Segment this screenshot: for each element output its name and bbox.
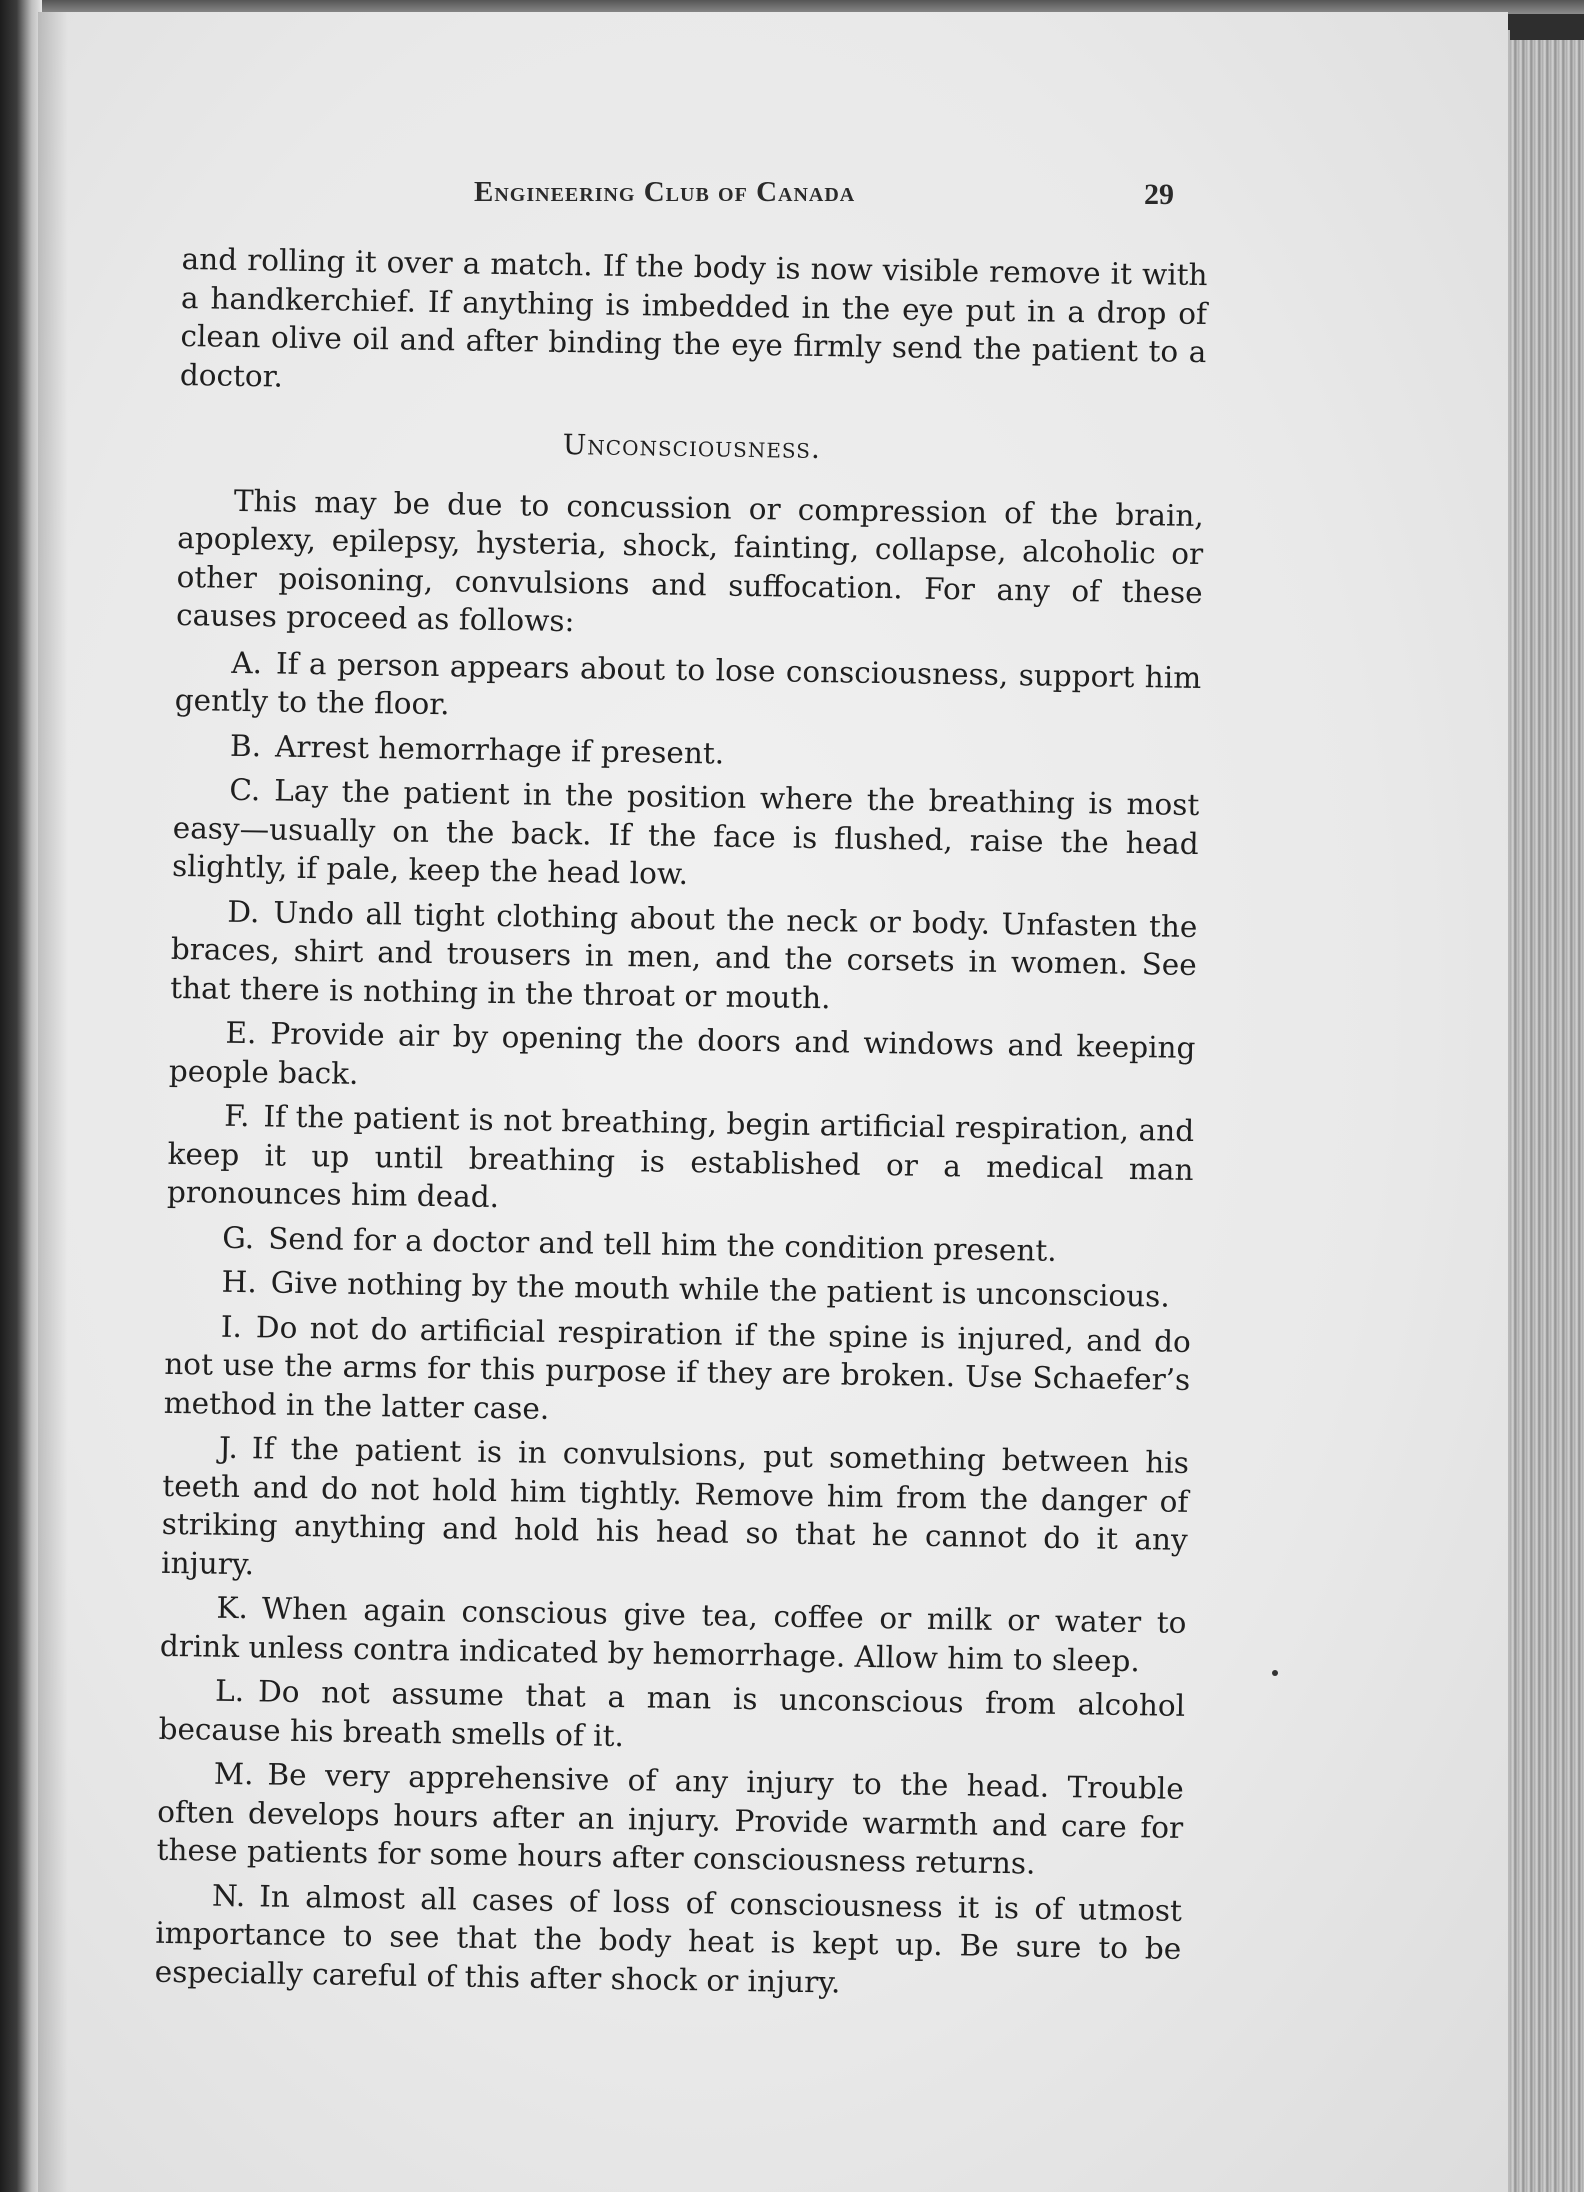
item-text: If a person appears about to lose consciousness, support him gently to the floor. bbox=[174, 646, 1202, 722]
item-text: Send for a doctor and tell him the condition present. bbox=[267, 1220, 1057, 1268]
item-letter: J. bbox=[218, 1430, 239, 1466]
item-letter: E. bbox=[225, 1015, 257, 1051]
gutter-shadow bbox=[38, 12, 68, 2192]
list-item bbox=[154, 1875, 1182, 2007]
item-text: Do not assume that a man is unconscious from alcohol because his breath smells of it. bbox=[158, 1674, 1186, 1753]
item-letter: M. bbox=[213, 1756, 254, 1792]
item-text: Lay the patient in the position where the breathing is most easy—usually on the back. If the face is flushed, raise the head slightly, if pale, keep the head low. bbox=[171, 773, 1200, 892]
item-text: If the patient is not breathing, begin artificial respiration, and keep it up until breathing is established or a medical man pronounces him dead. bbox=[166, 1099, 1195, 1215]
item-letter: K. bbox=[216, 1590, 249, 1626]
list-item bbox=[169, 1013, 1196, 1106]
item-letter: F. bbox=[223, 1098, 250, 1134]
list-item bbox=[160, 1588, 1187, 1681]
section-heading: Unconsciousness. bbox=[562, 428, 822, 466]
item-letter: A. bbox=[231, 645, 263, 680]
item-letter: H. bbox=[221, 1264, 258, 1300]
item-letter: L. bbox=[214, 1673, 245, 1709]
list-item bbox=[161, 1428, 1189, 1598]
item-text: Undo all tight clothing about the neck or body. Unfasten the braces, shirt and trousers in men, and the corsets in women. See that there is nothing in the throat or mouth. bbox=[169, 895, 1198, 1015]
continued-paragraph: and rolling it over a match. If the body is now visible remove it with a handkerchief. If anything is imbedded in the eye put in a drop of clean olive oil and after binding the eye firmly send the patient to a doctor. bbox=[179, 241, 1208, 394]
body-text bbox=[154, 240, 1207, 2013]
list-item bbox=[158, 1671, 1185, 1764]
item-text: If the patient is in convulsions, put something between his teeth and do not hold him tightly. Remove him from the danger of striking anything and hold his head so that he cannot do it any injury. bbox=[160, 1431, 1190, 1581]
item-text: When again conscious give tea, coffee or milk or water to drink unless contra indicated by hemorrhage. Allow him to sleep. bbox=[159, 1591, 1187, 1678]
running-head bbox=[0, 176, 1584, 216]
paper-speck bbox=[1272, 1670, 1278, 1676]
book-spine-edge bbox=[0, 0, 42, 2192]
list-item bbox=[163, 1306, 1191, 1438]
intro-paragraph: This may be due to concussion or compression of the brain, apoplexy, epilepsy, hysteria, shock, fainting, collapse, alcoholic or other poisoning, convulsions and suffocation. For any of these causes proceed as follows: bbox=[175, 483, 1205, 639]
list-item bbox=[174, 642, 1201, 735]
list-item bbox=[172, 770, 1200, 902]
item-letter: B. bbox=[229, 728, 262, 763]
list-item bbox=[156, 1754, 1184, 1886]
item-text: In almost all cases of loss of consciousness it is of utmost importance to see that the body heat is kept up. Be sure to be especially careful of this after shock or injury. bbox=[154, 1878, 1183, 2000]
item-text: Be very apprehensive of any injury to the head. Trouble often develops hours after an injury. Provide warmth and care for these patients for some hours after consciousness returns. bbox=[156, 1757, 1185, 1881]
item-text: Provide air by opening the doors and windows and keeping people back. bbox=[168, 1016, 1196, 1091]
running-head-title: Engineering Club of Canada bbox=[474, 176, 856, 208]
item-letter: I. bbox=[220, 1309, 243, 1344]
item-letter: G. bbox=[222, 1220, 255, 1255]
item-letter: N. bbox=[211, 1878, 246, 1913]
item-letter: C. bbox=[229, 772, 261, 808]
list-item bbox=[167, 1096, 1195, 1228]
item-text: Give nothing by the mouth while the patient is unconscious. bbox=[270, 1265, 1170, 1314]
item-text: Arrest hemorrhage if present. bbox=[274, 729, 725, 771]
list-item bbox=[170, 891, 1198, 1023]
page-number: 29 bbox=[1144, 178, 1174, 211]
item-text: Do not do artificial respiration if the spine is injured, and do not use the arms for this purpose if they are broken. Use Schaefer’s method in the latter case. bbox=[163, 1309, 1192, 1426]
item-letter: D. bbox=[227, 894, 260, 929]
